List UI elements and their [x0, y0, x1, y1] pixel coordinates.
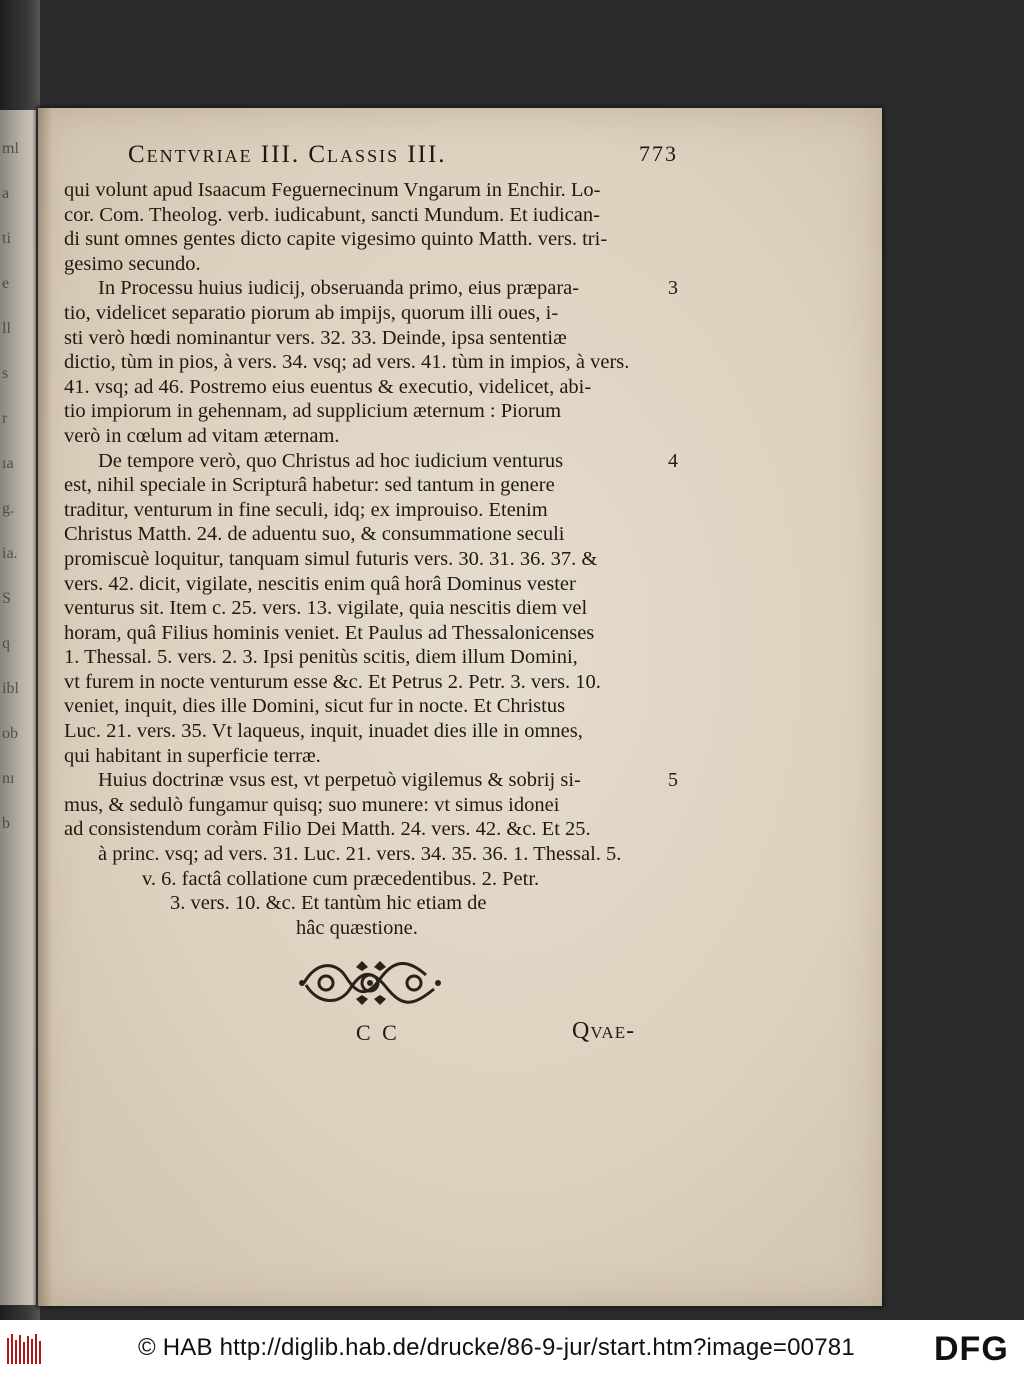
text-line-content: est, nihil speciale in Scripturâ habetur: sed tantum in genere [64, 474, 555, 497]
text-line [64, 842, 684, 867]
text-line [64, 547, 684, 572]
signature-mark: C C [356, 1020, 400, 1045]
previous-page-fragment: r [2, 410, 8, 427]
text-line-content: In Processu huius iudicij, obseruanda primo, eius præpara- [98, 277, 580, 300]
text-line-content: verò in cœlum ad vitam æternam. [64, 424, 340, 447]
text-line [64, 449, 684, 474]
previous-page-fragment: ml [2, 140, 19, 157]
text-line-content: à princ. vsq; ad vers. 31. Luc. 21. vers. 34. 35. 36. 1. Thessal. 5. [98, 843, 622, 866]
running-head [128, 141, 678, 177]
previous-page-fragment: ıa [2, 455, 14, 472]
text-line-content: venturus sit. Item c. 25. vers. 13. vigilate, quia nescitis diem vel [64, 597, 588, 620]
previous-page-fragment: nı [2, 770, 15, 787]
text-line-content: hâc quæstione. [296, 916, 418, 939]
catchword: Qvae- [572, 1018, 636, 1044]
margin-section-number: 4 [668, 449, 678, 472]
viewer-footer [0, 1320, 1024, 1378]
text-line [64, 719, 684, 744]
text-line [64, 744, 684, 769]
text-line [64, 621, 684, 646]
text-line [64, 793, 684, 818]
previous-page-fragment: a [2, 185, 10, 202]
text-line-content: qui habitant in superficie terræ. [64, 744, 321, 767]
text-line [64, 301, 684, 326]
text-line-content: Christus Matth. 24. de aduentu suo, & consummatione seculi [64, 523, 565, 546]
text-line [64, 670, 684, 695]
text-line-content: horam, quâ Filius hominis veniet. Et Paulus ad Thessalonicenses [64, 621, 595, 644]
previous-page-edge [0, 110, 36, 1305]
previous-page-fragment: ll [2, 320, 11, 337]
text-line [64, 645, 684, 670]
previous-page-fragment: S [2, 590, 11, 607]
previous-page-fragment: ibl [2, 680, 19, 697]
printers-ornament [296, 955, 444, 1010]
previous-page-fragment: g. [2, 500, 14, 517]
text-line [64, 424, 684, 449]
text-line-content: v. 6. factâ collatione cum præcedentibus. 2. Petr. [142, 867, 540, 890]
page-number: 773 [639, 141, 678, 166]
text-line [64, 768, 684, 793]
text-line [64, 596, 684, 621]
text-line-content: traditur, venturum in fine seculi, idq; ex improuiso. Etenim [64, 498, 548, 521]
running-head-title: Centvriae III. Classis III. [128, 141, 447, 168]
previous-page-fragment: ti [2, 230, 11, 247]
text-line-content: vers. 42. dicit, vigilate, nescitis enim quâ horâ Dominus vester [64, 572, 576, 595]
text-line [64, 891, 684, 916]
text-line-content: sti verò hœdi nominantur vers. 32. 33. Deinde, ipsa sententiæ [64, 326, 567, 349]
text-line [64, 522, 684, 547]
previous-page-fragment: q [2, 635, 10, 652]
text-line-content: 1. Thessal. 5. vers. 2. 3. Ipsi penitùs scitis, diem illum Domini, [64, 646, 578, 669]
text-line-content: qui volunt apud Isaacum Feguernecinum Vngarum in Enchir. Lo- [64, 179, 601, 201]
copyright-url[interactable]: © HAB http://diglib.hab.de/drucke/86-9-jur/start.htm?image=00781 [138, 1334, 855, 1361]
text-line-content: ad consistendum coràm Filio Dei Matth. 24. vers. 42. &c. Et 25. [64, 818, 591, 841]
text-line [64, 375, 684, 400]
dfg-logo: DFG [934, 1330, 1009, 1368]
text-line-content: mus, & sedulò fungamur quisq; suo munere: vt simus idonei [64, 793, 560, 816]
text-line-content: veniet, inquit, dies ille Domini, sicut fur in nocte. Et Christus [64, 695, 566, 718]
body-text [64, 178, 684, 940]
text-line-content: gesimo secundo. [64, 252, 201, 275]
previous-page-fragment: s [2, 365, 9, 382]
margin-section-number: 3 [668, 277, 678, 300]
previous-page-fragment: b [2, 815, 10, 832]
previous-page-fragment: ob [2, 725, 18, 742]
text-line [64, 326, 684, 351]
text-line [64, 572, 684, 597]
text-line-content: promiscuè loquitur, tanquam simul futuris vers. 30. 31. 36. 37. & [64, 547, 598, 570]
text-line [64, 203, 684, 228]
text-line-content: tio, videlicet separatio piorum ab impijs, quorum illi oues, i- [64, 301, 559, 324]
text-line-content: De tempore verò, quo Christus ad hoc iudicium venturus [98, 449, 564, 472]
text-line [64, 916, 684, 941]
text-line [64, 178, 684, 203]
text-line-content: cor. Com. Theolog. verb. iudicabunt, sancti Mundum. Et iudican- [64, 203, 600, 226]
text-line-content: dictio, tùm in pios, à vers. 34. vsq; ad vers. 41. tùm in impios, à vers. [64, 351, 630, 374]
text-line-content: 3. vers. 10. &c. Et tantùm hic etiam de [170, 892, 487, 915]
previous-page-fragment: ia. [2, 545, 18, 562]
previous-page-fragment: e [2, 275, 10, 292]
text-line-content: Huius doctrinæ vsus est, vt perpetuò vigilemus & sobrij si- [98, 769, 581, 792]
text-line [64, 350, 684, 375]
text-line [64, 399, 684, 424]
text-line-content: 41. vsq; ad 46. Postremo eius euentus & executio, videlicet, abi- [64, 375, 592, 398]
text-line [64, 473, 684, 498]
hab-barcode-logo [6, 1332, 44, 1366]
text-line [64, 867, 684, 892]
text-line [64, 227, 684, 252]
text-line-content: Luc. 21. vers. 35. Vt laqueus, inquit, inuadet dies ille in omnes, [64, 720, 583, 743]
margin-section-number: 5 [668, 769, 678, 792]
text-line [64, 276, 684, 301]
text-line [64, 252, 684, 277]
text-line-content: vt furem in nocte venturum esse &c. Et Petrus 2. Petr. 3. vers. 10. [64, 670, 601, 693]
text-line-content: tio impiorum in gehennam, ad supplicium æternum : Piorum [64, 400, 562, 423]
text-line [64, 498, 684, 523]
text-line [64, 817, 684, 842]
text-line [64, 694, 684, 719]
text-line-content: di sunt omnes gentes dicto capite vigesimo quinto Matth. vers. tri- [64, 228, 608, 251]
